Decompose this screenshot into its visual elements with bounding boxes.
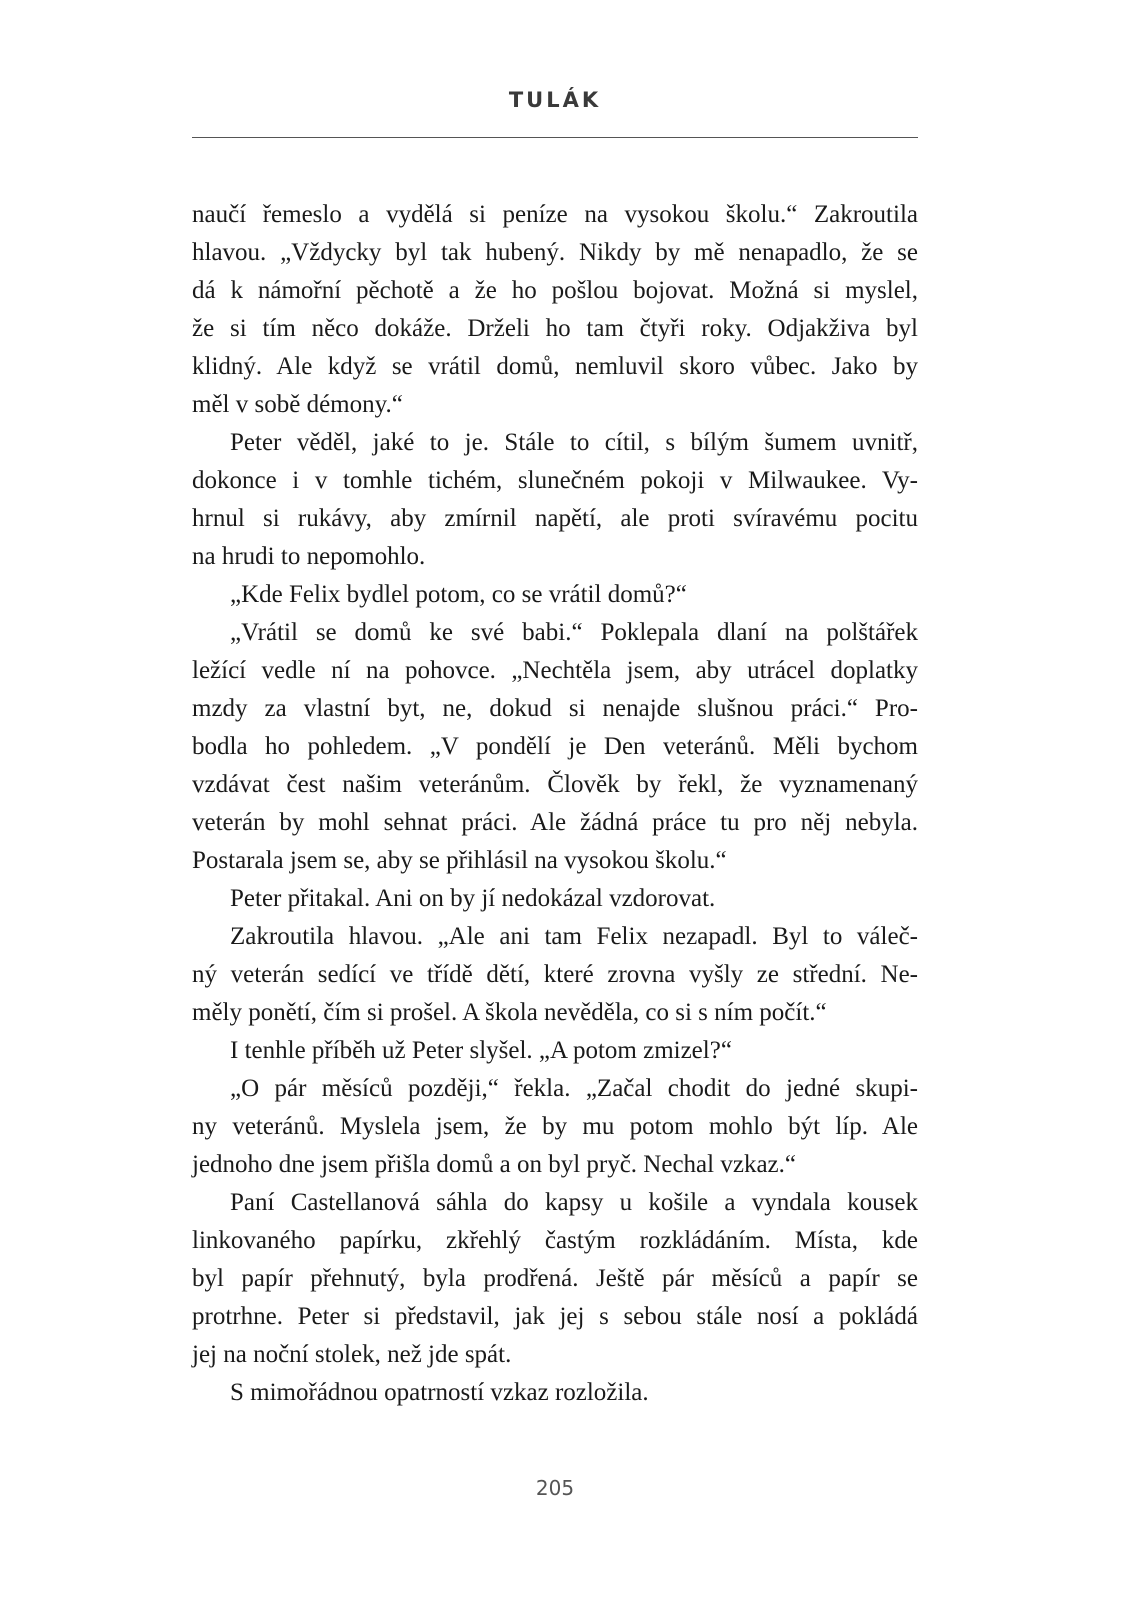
text-line: byl papír přehnutý, byla prodřená. Ještě pár měsíců a papír se — [192, 1265, 918, 1292]
text-line: vzdávat čest našim veteránům. Člověk by řekl, že vyznamenaný — [192, 771, 918, 798]
text-line: veterán by mohl sehnat práci. Ale žádná práce tu pro něj nebyla. — [192, 809, 918, 836]
text-line: Paní Castellanová sáhla do kapsy u košile a vyndala kousek — [230, 1189, 918, 1216]
text-line: Peter věděl, jaké to je. Stále to cítil, s bílým šumem uvnitř, — [230, 429, 918, 456]
text-line: Postarala jsem se, aby se přihlásil na vysokou školu.“ — [192, 847, 727, 874]
text-line: jednoho dne jsem přišla domů a on byl pryč. Nechal vzkaz.“ — [192, 1151, 796, 1178]
text-line: klidný. Ale když se vrátil domů, nemluvil skoro vůbec. Jako by — [192, 353, 918, 380]
text-line: dokonce i v tomhle tichém, slunečném pokoji v Milwaukee. Vy- — [192, 467, 918, 494]
page-number: 205 — [535, 1476, 575, 1500]
text-line: naučí řemeslo a vydělá si peníze na vysokou školu.“ Zakroutila — [192, 201, 918, 228]
text-line: Zakroutila hlavou. „Ale ani tam Felix nezapadl. Byl to váleč- — [230, 923, 918, 950]
text-line: hlavou. „Vždycky byl tak hubený. Nikdy by mě nenapadlo, že se — [192, 239, 918, 266]
text-line: na hrudi to nepomohlo. — [192, 543, 426, 570]
text-line: jej na noční stolek, než jde spát. — [192, 1341, 512, 1368]
text-line: S mimořádnou opatrností vzkaz rozložila. — [230, 1379, 649, 1406]
text-line: I tenhle příběh už Peter slyšel. „A potom zmizel?“ — [230, 1037, 732, 1064]
header-rule — [192, 137, 918, 138]
text-line: měl v sobě démony.“ — [192, 391, 403, 418]
text-line: Peter přitakal. Ani on by jí nedokázal vzdorovat. — [230, 885, 716, 912]
text-line: ny veteránů. Myslela jsem, že by mu potom mohlo být líp. Ale — [192, 1113, 918, 1140]
text-line: linkovaného papírku, zkřehlý častým rozkládáním. Místa, kde — [192, 1227, 918, 1254]
body-text — [192, 196, 918, 1412]
running-header: TULÁK — [508, 88, 602, 112]
text-line: „O pár měsíců později,“ řekla. „Začal chodit do jedné skupi- — [230, 1075, 918, 1102]
text-line: že si tím něco dokáže. Drželi ho tam čtyři roky. Odjakživa byl — [192, 315, 918, 342]
text-line: „Kde Felix bydlel potom, co se vrátil domů?“ — [230, 581, 687, 608]
text-line: protrhne. Peter si představil, jak jej s sebou stále nosí a pokládá — [192, 1303, 918, 1330]
text-line: „Vrátil se domů ke své babi.“ Poklepala dlaní na polštářek — [230, 619, 918, 646]
text-line: ležící vedle ní na pohovce. „Nechtěla jsem, aby utrácel doplatky — [192, 657, 918, 684]
text-line: mzdy za vlastní byt, ne, dokud si nenajde slušnou práci.“ Pro- — [192, 695, 918, 722]
text-line: hrnul si rukávy, aby zmírnil napětí, ale proti svíravému pocitu — [192, 505, 918, 532]
text-line: měly ponětí, čím si prošel. A škola nevěděla, co si s ním počít.“ — [192, 999, 827, 1026]
text-line: ný veterán sedící ve třídě dětí, které zrovna vyšly ze střední. Ne- — [192, 961, 918, 988]
text-line: bodla ho pohledem. „V pondělí je Den veteránů. Měli bychom — [192, 733, 918, 760]
text-line: dá k námořní pěchotě a že ho pošlou bojovat. Možná si myslel, — [192, 277, 918, 304]
